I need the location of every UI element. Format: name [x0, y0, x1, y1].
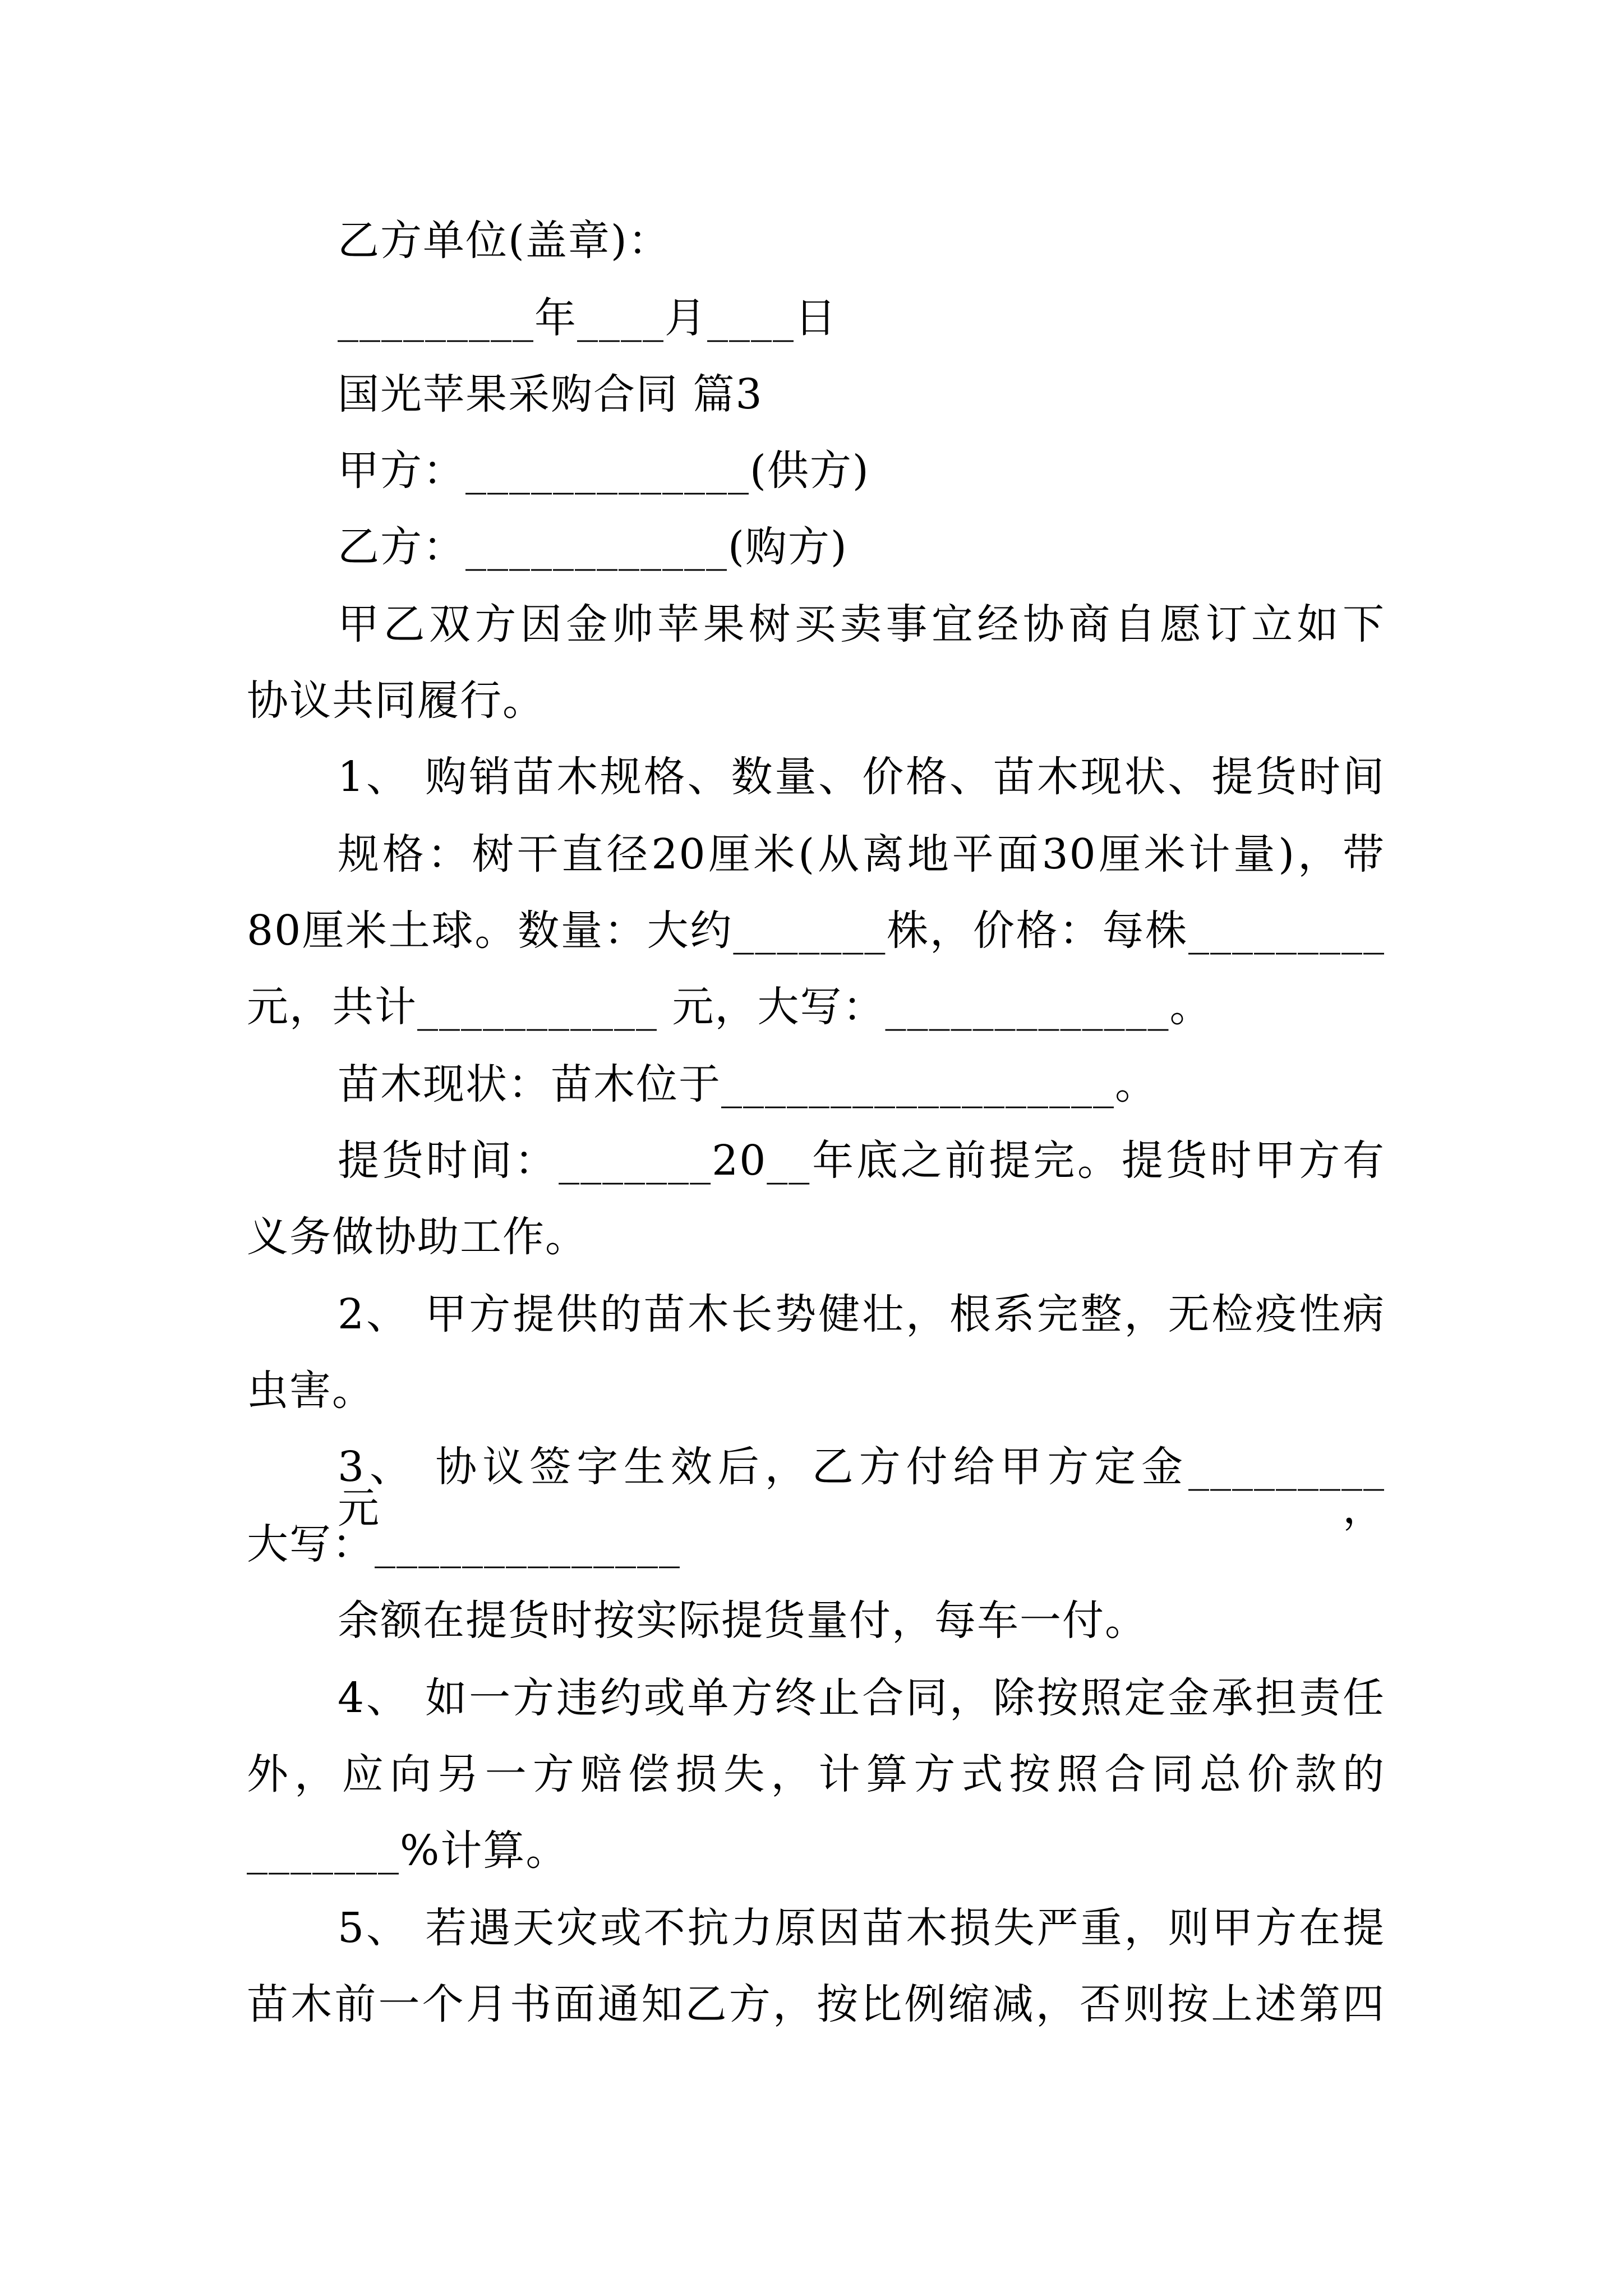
party-b-line: 乙方：____________(购方) [338, 523, 848, 571]
spec-paragraph-line: 元，共计___________ 元，大写：_____________。 [247, 983, 1212, 1031]
spec-paragraph-line: 规格：树干直径20厘米(从离地平面30厘米计量)，带 [338, 830, 1385, 878]
clause-5-line: 苗木前一个月书面通知乙方，按比例缩减，否则按上述第四 [247, 1980, 1385, 2028]
section-heading: 国光苹果采购合同 篇3 [338, 370, 763, 418]
pickup-time-line: 义务做协助工作。 [247, 1213, 588, 1261]
clause-4-line: _______%计算。 [247, 1826, 569, 1875]
pickup-time-line: 提货时间：_______20__年底之前提完。提货时甲方有 [338, 1137, 1385, 1185]
date-line: _________年____月____日 [338, 294, 837, 342]
clause-4-line: 4、 如一方违约或单方终止合同，除按照定金承担责任 [338, 1674, 1385, 1722]
clause-1-heading: 1、 购销苗木规格、数量、价格、苗木现状、提货时间 [338, 753, 1385, 801]
balance-line: 余额在提货时按实际提货量付，每车一付。 [338, 1596, 1147, 1645]
clause-3-line: 大写：______________ [247, 1520, 681, 1568]
spec-paragraph-line: 80厘米土球。数量：大约_______株，价格：每株_________ [247, 907, 1385, 955]
clause-5-line: 5、 若遇天灾或不抗力原因苗木损失严重，则甲方在提 [338, 1904, 1385, 1952]
clause-2-line: 虫害。 [247, 1366, 375, 1415]
clause-3-line: 3、 协议签字生效后，乙方付给甲方定金_________元， [338, 1443, 1385, 1533]
intro-paragraph-line: 协议共同履行。 [247, 677, 545, 725]
party-a-line: 甲方：_____________(供方) [338, 447, 870, 495]
intro-paragraph-line: 甲乙双方因金帅苹果树买卖事宜经协商自愿订立如下 [338, 600, 1385, 648]
clause-2-line: 2、 甲方提供的苗木长势健壮，根系完整，无检疫性病 [338, 1290, 1385, 1338]
seedling-status-line: 苗木现状：苗木位于__________________。 [338, 1060, 1158, 1108]
party-b-seal-line: 乙方单位(盖章)： [338, 217, 671, 265]
clause-4-line: 外，应向另一方赔偿损失，计算方式按照合同总价款的 [247, 1750, 1385, 1798]
